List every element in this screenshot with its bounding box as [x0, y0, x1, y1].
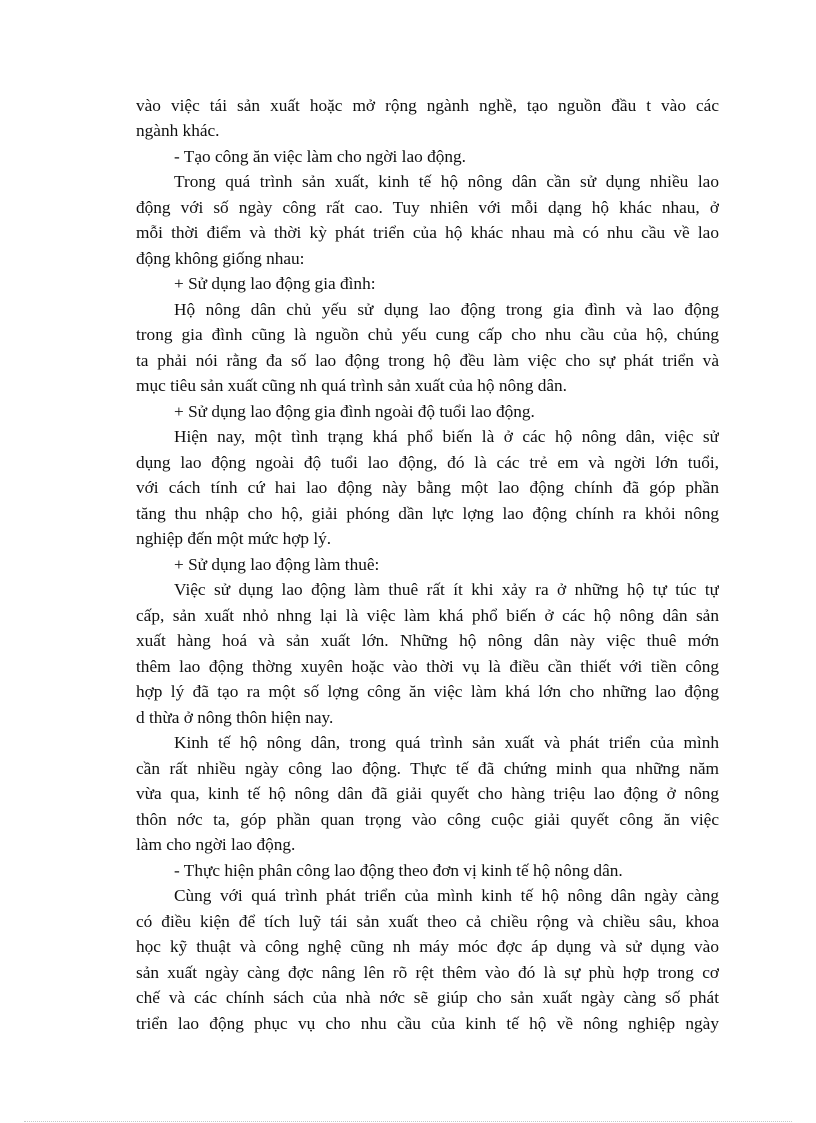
text-line: d thừa ở nông thôn hiện nay. — [136, 708, 334, 727]
text-line: cần rất nhiều ngày công lao động. Thực tế đã chứng minh qua những năm — [136, 759, 719, 778]
text-line: Hiện nay, một tình trạng khá phổ biến là ở các hộ nông dân, việc sử — [174, 427, 719, 446]
text-line: thêm lao động thờng xuyên hoặc vào thời vụ là điều cần thiết với tiền công — [136, 657, 719, 676]
text-line: ngành khác. — [136, 121, 220, 140]
text-line: học kỹ thuật và công nghệ cũng nh máy móc đợc áp dụng và sử dụng vào — [136, 937, 719, 956]
text-line: với cách tính cứ hai lao động này bằng một lao động chính đã góp phần — [136, 478, 719, 497]
text-line: Hộ nông dân chủ yếu sử dụng lao động trong gia đình và lao động — [174, 300, 719, 319]
text-line: - Tạo công ăn việc làm cho ngời lao động. — [174, 147, 466, 166]
text-line: ta phải nói rằng đa số lao động trong hộ đều làm việc cho sự phát triển và — [136, 351, 719, 370]
text-line: trong gia đình cũng là nguồn chủ yếu cung cấp cho nhu cầu của hộ, chúng — [136, 325, 719, 344]
text-line: Kinh tế hộ nông dân, trong quá trình sản xuất và phát triển của mình — [174, 733, 719, 752]
text-line: + Sử dụng lao động gia đình ngoài độ tuổi lao động. — [174, 402, 535, 421]
text-line: Việc sử dụng lao động làm thuê rất ít khi xảy ra ở những hộ tự túc tự — [174, 580, 719, 599]
text-line: có điều kiện để tích luỹ tái sản xuất theo cả chiều rộng và chiều sâu, khoa — [136, 912, 719, 931]
text-line: thôn nớc ta, góp phần quan trọng vào công cuộc giải quyết công ăn việc — [136, 810, 719, 829]
text-line: mỗi thời điểm và thời kỳ phát triển của hộ khác nhau mà có nhu cầu về lao — [136, 223, 719, 242]
text-line: - Thực hiện phân công lao động theo đơn vị kinh tế hộ nông dân. — [174, 861, 623, 880]
text-line: động với số ngày công rất cao. Tuy nhiên với mỗi dạng hộ khác nhau, ở — [136, 198, 719, 217]
text-line: sản xuất ngày càng đợc nâng lên rõ rệt thêm vào đó là sự phù hợp trong cơ — [136, 963, 719, 982]
text-line: mục tiêu sản xuất cũng nh quá trình sản xuất của hộ nông dân. — [136, 376, 567, 395]
text-line: + Sử dụng lao động gia đình: — [174, 274, 376, 293]
text-line: xuất hàng hoá và sản xuất lớn. Những hộ nông dân này việc thuê mớn — [136, 631, 719, 650]
text-line: triển lao động phục vụ cho nhu cầu của kinh tế hộ về nông nghiệp ngày — [136, 1014, 719, 1033]
text-line: Cùng với quá trình phát triển của mình kinh tế hộ nông dân ngày càng — [174, 886, 719, 905]
page-bottom-border — [24, 1121, 792, 1122]
text-line: làm cho ngời lao động. — [136, 835, 296, 854]
text-line: động không giống nhau: — [136, 249, 305, 268]
text-line: vừa qua, kinh tế hộ nông dân đã giải quyết cho hàng triệu lao động ở nông — [136, 784, 719, 803]
text-line: Trong quá trình sản xuất, kinh tế hộ nông dân cần sử dụng nhiều lao — [174, 172, 719, 191]
text-line: cấp, sản xuất nhỏ nhng lại là việc làm khá phổ biến ở các hộ nông dân sản — [136, 606, 719, 625]
text-line: nghiệp đến một mức hợp lý. — [136, 529, 332, 548]
text-line: dụng lao động ngoài độ tuổi lao động, đó là các trẻ em và ngời lớn tuổi, — [136, 453, 719, 472]
text-line: chế và các chính sách của nhà nớc sẽ giúp cho sản xuất ngày càng số phát — [136, 988, 719, 1007]
text-line: tăng thu nhập cho hộ, giải phóng dần lực lợng lao động chính ra khỏi nông — [136, 504, 719, 523]
text-line: + Sử dụng lao động làm thuê: — [174, 555, 380, 574]
text-line: hợp lý đã tạo ra một số lợng công ăn việc làm khá lớn cho những lao động — [136, 682, 719, 701]
text-line: vào việc tái sản xuất hoặc mở rộng ngành nghề, tạo nguồn đầu t vào các — [136, 96, 719, 115]
